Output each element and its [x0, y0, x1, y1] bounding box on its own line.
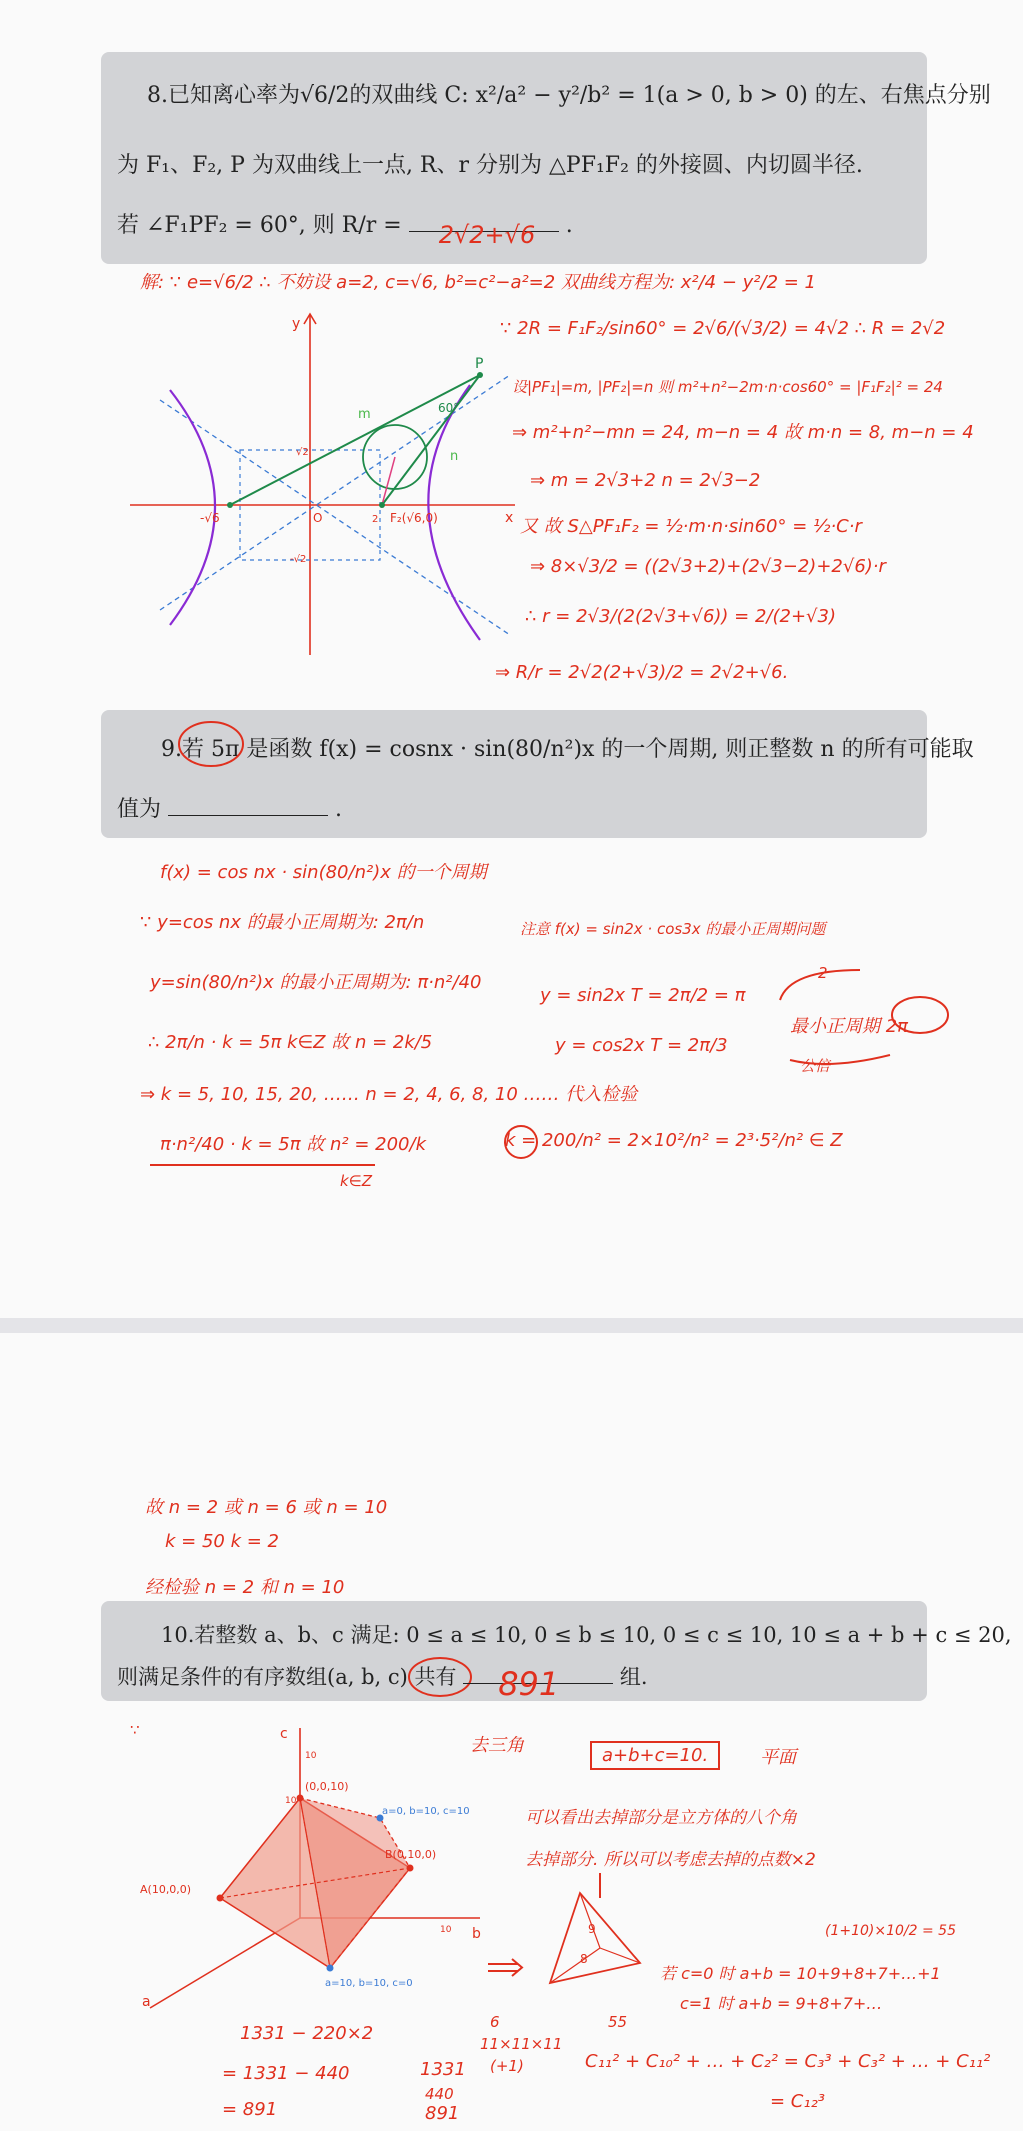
q9-line-1: 9.若 5π 是函数 f(x) = cosnx · sin(80/n²)x 的一个周期, 则正整数 n 的所有可能取	[161, 737, 974, 762]
q9-work-line-1: f(x) = cos nx · sin(80/n²)x 的一个周期	[160, 862, 487, 883]
q8-line-3	[117, 208, 573, 249]
q8-work-line-6: 又 故 S△PF₁F₂ = ½·m·n·sin60° = ½·C·r	[520, 516, 862, 537]
q8-work-line-5: ⇒ m = 2√3+2 n = 2√3−2	[530, 470, 761, 491]
p2-work-line-1: 故 n = 2 或 n = 6 或 n = 10	[145, 1497, 388, 1518]
q10-calc-4: 1331	[420, 2059, 466, 2080]
q10-calc-1: 1331 − 220×2	[240, 2023, 374, 2044]
ten-label-3: 10	[440, 1925, 452, 1935]
q10-desc-1: 可以看出去掉部分是立方体的八个角	[525, 1808, 797, 1828]
q9-circle-mark	[176, 718, 246, 768]
q9-side-1: 注意 f(x) = sin2x · cos3x 的最小正周期问题	[520, 920, 826, 938]
question-8-box	[101, 52, 991, 264]
q9-work-line-7: k∈Z	[340, 1172, 373, 1190]
tetra-face	[550, 1893, 640, 1983]
q8-line-1: 8.已知离心率为√6/2的双曲线 C: x²/a² − y²/b² = 1(a > 0, b > 0) 的左、右焦点分别	[147, 83, 991, 108]
q9-work-line-2: ∵ y=cos nx 的最小正周期为: 2π/n	[140, 912, 425, 933]
point-p	[477, 372, 483, 378]
q9-underline	[150, 1160, 380, 1170]
q9-work-line-5: ⇒ k = 5, 10, 15, 20, …… n = 2, 4, 6, 8, 10 …… 代入检验	[140, 1084, 638, 1105]
page-2	[0, 1333, 1023, 2131]
q10-n55: 55	[608, 2013, 628, 2031]
p2-work-line-2: k = 50 k = 2	[165, 1531, 279, 1552]
neg-root2-label: -√2	[290, 554, 307, 565]
q10-comb-2: = C₁₂³	[770, 2091, 826, 2112]
q9-work-line-3: y=sin(80/n²)x 的最小正周期为: π·n²/40	[150, 972, 482, 993]
y-label: y	[292, 316, 301, 332]
neg-root6-label: -√6	[200, 511, 220, 525]
tetrahedron	[540, 1873, 660, 1993]
q8-line-3-end: .	[565, 213, 573, 238]
point-b	[407, 1865, 414, 1872]
cube-diagram	[130, 1718, 490, 2018]
hyperbola-graph	[120, 300, 520, 660]
q10-desc-2: 去掉部分. 所以可以考虑去掉的点数×2	[525, 1850, 816, 1870]
q10-sum-2: c=1 时 a+b = 9+8+7+…	[680, 1994, 883, 2013]
point-f2	[379, 502, 385, 508]
q9-side-3: y = cos2x T = 2π/3	[555, 1035, 728, 1056]
q10-title: 去三角	[470, 1735, 524, 1756]
tetra-edge-1	[580, 1893, 600, 1948]
q9-work-line-4: ∴ 2π/n · k = 5π k∈Z 故 n = 2k/5	[148, 1032, 433, 1053]
point-top	[297, 1795, 304, 1802]
m-label: m	[358, 407, 371, 422]
point-low	[327, 1965, 334, 1972]
b-axis-label: b	[472, 1926, 481, 1942]
q8-work-line-7: ⇒ 8×√3/2 = ((2√3+2)+(2√3−2)+2√6)·r	[530, 556, 886, 577]
q10-line-2	[117, 1661, 648, 1703]
q9-line-2-end: .	[335, 797, 343, 822]
left-branch	[170, 390, 215, 625]
q10-circled-word	[415, 1665, 464, 1689]
q10-comb-1: C₁₁² + C₁₀² + … + C₂² = C₃³ + C₃² + … + C₁₁²	[585, 2051, 991, 2072]
q10-plane-label: 平面	[760, 1747, 796, 1768]
two-label: 2	[372, 514, 379, 525]
tri-9-label: 9	[588, 1922, 596, 1936]
q9-work-line-8: k = 200/n² = 2×10²/n² = 2³·5²/n² ∈ Z	[505, 1130, 843, 1151]
q10-cube-2: 11×11×11	[480, 2035, 563, 2053]
p-label: P	[475, 356, 484, 372]
angle-label: 60°	[438, 401, 460, 415]
f2-label: F₂(√6,0)	[390, 511, 438, 525]
q8-work-line-8: ∴ r = 2√3/(2(2√3+√6)) = 2/(2+√3)	[525, 606, 837, 627]
q10-sum-3: (1+10)×10/2 = 55	[825, 1923, 956, 1939]
root2-label: √2	[296, 447, 309, 458]
q10-calc-5: 440	[425, 2085, 454, 2103]
q9-side-6: 公倍	[800, 1057, 831, 1075]
q8-work-line-2: ∵ 2R = F₁F₂/sin60° = 2√6/(√3/2) = 4√2 ∴ R = 2√2	[500, 318, 946, 339]
tri-8-label: 8	[580, 1952, 588, 1966]
pt-mid-label: a=0, b=10, c=10	[382, 1806, 470, 1817]
q10-answer-blank	[463, 1665, 613, 1703]
q9-answer-blank	[168, 815, 328, 816]
pt-top-label: (0,0,10)	[305, 1780, 349, 1793]
q9-side-5: 2	[818, 964, 828, 982]
pt-a-label: A(10,0,0)	[140, 1883, 192, 1896]
q8-answer-blank	[409, 221, 559, 249]
q10-cube-3: (+1)	[490, 2057, 524, 2075]
q9-line-2	[117, 792, 342, 823]
question-9-box	[101, 710, 974, 838]
q10-line-2-end: 组.	[619, 1665, 648, 1689]
origin-label: O	[313, 511, 323, 525]
q10-line-1: 10.若整数 a、b、c 满足: 0 ≤ a ≤ 10, 0 ≤ b ≤ 10, 0 ≤ c ≤ 10, 10 ≤ a + b + c ≤ 20,	[161, 1623, 1012, 1647]
q8-work-line-9: ⇒ R/r = 2√2(2+√3)/2 = 2√2+√6.	[495, 662, 789, 683]
q10-dot: ∵	[130, 1721, 140, 1739]
q10-calc-2: = 1331 − 440	[222, 2063, 350, 2084]
implies-arrow	[488, 1958, 528, 1978]
q8-handwritten-answer: 2√2+√6	[438, 221, 536, 249]
q8-line-2: 为 F₁、F₂, P 为双曲线上一点, R、r 分别为 △PF₁F₂ 的外接圆、内切圆半径.	[117, 153, 863, 178]
q10-calc-6: 891	[425, 2103, 460, 2124]
q10-plane-box: a+b+c=10.	[590, 1741, 720, 1770]
pt-low-label: a=10, b=10, c=0	[325, 1978, 413, 1989]
ten-label-2: 10	[305, 1751, 317, 1761]
x-label: x	[505, 510, 514, 526]
q9-work-line-6: π·n²/40 · k = 5π 故 n² = 200/k	[160, 1134, 426, 1155]
q9-side-4: 最小正周期 2π	[790, 1016, 909, 1037]
p2-work-line-3: 经检验 n = 2 和 n = 10	[145, 1577, 345, 1598]
q10-line-2b: 共有	[414, 1665, 457, 1689]
k-circle-mark	[503, 1124, 543, 1162]
q10-sum-1: 若 c=0 时 a+b = 10+9+8+7+…+1	[660, 1964, 941, 1983]
q8-work-line-4: ⇒ m²+n²−mn = 24, m−n = 4 故 m·n = 8, m−n = 4	[512, 422, 974, 443]
q8-work-line-3: 设|PF₁|=m, |PF₂|=n 则 m²+n²−2m·n·cos60° = |F₁F₂|² = 24	[512, 378, 943, 396]
q8-line-3-text: 若 ∠F₁PF₂ = 60°, 则 R/r =	[117, 213, 402, 238]
line-f2p	[382, 375, 480, 505]
q10-calc-3: = 891	[222, 2099, 278, 2120]
q10-handwritten-answer: 891	[498, 1665, 560, 1703]
a-axis-label: a	[142, 1994, 151, 2010]
n-label: n	[450, 449, 459, 464]
q10-cube-1: 6	[490, 2013, 500, 2031]
question-10-box	[101, 1601, 1012, 1703]
c-axis-label: c	[280, 1726, 288, 1742]
q8-work-line-1: 解: ∵ e=√6/2 ∴ 不妨设 a=2, c=√6, b²=c²−a²=2 双曲线方程为: x²/4 − y²/2 = 1	[140, 272, 817, 293]
q10-circle-mark	[407, 1655, 473, 1699]
pt-right-label: B(0,10,0)	[385, 1848, 437, 1861]
point-f1	[227, 502, 233, 508]
page-gap	[0, 1318, 1023, 1333]
q9-arrows	[770, 960, 950, 1070]
ten-label-1: 10	[285, 1796, 297, 1806]
point-a	[217, 1895, 224, 1902]
q9-side-2: y = sin2x T = 2π/2 = π	[540, 985, 746, 1006]
q10-line-2a: 则满足条件的有序数组(a, b, c)	[117, 1665, 408, 1689]
line-f1p	[230, 375, 480, 505]
q9-line-2-text: 值为	[117, 797, 162, 822]
